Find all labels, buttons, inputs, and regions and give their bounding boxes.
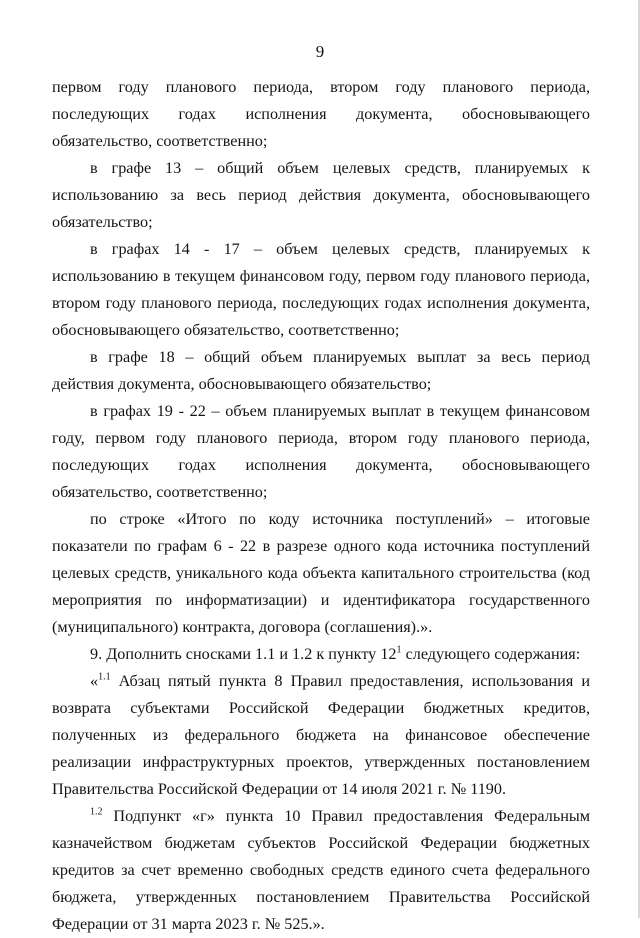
item-9-tail: следующего содержания: [401,645,581,663]
paragraph-continuation: первом году планового периода, втором году планового периода, последующих годах исполнения документа, обосновывающего обязательство, соответственно; [52,78,590,150]
paragraph-column-18: в графе 18 – общий объем планируемых выплат за весь период действия документа, обосновывающего обязательство; [52,348,590,393]
paragraph-column-13: в графе 13 – общий объем целевых средств, планируемых к использованию за весь период действия документа, обосновывающего обязательство; [52,159,590,231]
page-number: 9 [315,42,325,61]
paragraph-columns-14-17: в графах 14 - 17 – объем целевых средств, планируемых к использованию в текущем финансовом году, первом году планового периода, втором году планового периода, последующих годах исполнения документа, обосновывающего обязательство, соответственно; [52,240,590,339]
document-body [52,74,590,938]
item-9-lead: 9. Дополнить сносками 1.1 и 1.2 к пункту 12 [90,645,397,663]
footnote-1-1 [52,668,590,803]
item-9-superscript: 1 [396,644,402,656]
footnote-1-1-open-quote: « [90,672,99,690]
paragraph-item-9 [52,641,590,668]
footnote-1-1-text: Абзац пятый пункта 8 Правил предоставления, использования и возврата субъектами Российской Федерации бюджетных кредитов, полученных из федерального бюджета на финансовое обеспечение реализации инфраструктурных проектов, утвержденных постановлением Правительства Российской Федерации от 14 июля 2021 г. № 1190. [52,672,590,798]
paragraph-columns-19-22: в графах 19 - 22 – объем планируемых выплат в текущем финансовом году, первом году планового периода, втором году планового периода, последующих годах исполнения документа, обосновывающего обязательство, соответственно; [52,402,590,501]
footnote-1-1-marker: 1.1 [98,671,111,683]
footnote-1-2-marker: 1.2 [90,806,103,818]
paragraph-total-row: по строке «Итого по коду источника поступлений» – итоговые показатели по графам 6 - 22 в разрезе одного кода источника поступлений целевых средств, уникального кода объекта капитального строительства (код мероприятия по информатизации) и идентификатора государственного (муниципального) контракта, договора (соглашения).». [52,510,590,636]
footnote-1-2-text: Подпункт «г» пункта 10 Правил предоставления Федеральным казначейством бюджетам субъектов Российской Федерации бюджетных кредитов за счет временно свободных средств единого счета федерального бюджета, утвержденных постановлением Правительства Российской Федерации от 31 марта 2023 г. № 525.». [52,807,590,933]
